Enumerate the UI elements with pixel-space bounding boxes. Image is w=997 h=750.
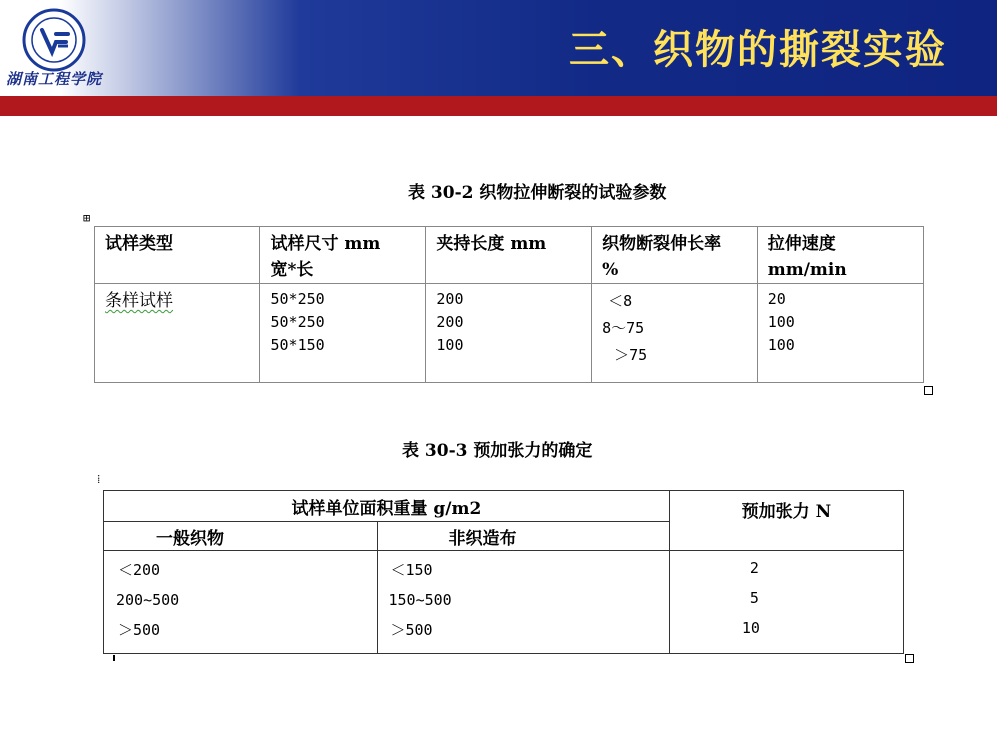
pretension-table	[103, 490, 904, 654]
table-row	[95, 284, 924, 383]
group-header-cell: 试样单位面积重量 g/m2	[104, 491, 670, 522]
college-logo-icon	[22, 8, 86, 72]
header-accent-bar	[0, 96, 997, 116]
header-cell: 试样类型	[95, 227, 260, 284]
table-move-handle-icon[interactable]: ⁞	[97, 472, 101, 486]
sample-type-cell: 条样试样	[95, 284, 260, 383]
clamp-length-cell: 200 200 100	[426, 284, 592, 383]
tensile-parameters-table	[94, 226, 924, 383]
sample-size-cell: 50*250 50*250 50*150	[260, 284, 426, 383]
header-cell: 试样尺寸 mm 宽*长	[260, 227, 426, 284]
general-fabric-cell: ＜200 200~500 ＞500	[104, 551, 378, 654]
college-name: 湖南工程学院	[6, 70, 103, 88]
header-cell: 织物断裂伸长率 %	[592, 227, 758, 284]
table1-caption: 表 30-2 织物拉伸断裂的试验参数	[408, 183, 667, 203]
table-resize-handle-icon[interactable]	[924, 386, 933, 395]
table-header-row	[104, 491, 904, 522]
table2-caption: 表 30-3 预加张力的确定	[402, 441, 593, 461]
tension-cell: 2 5 10	[669, 551, 903, 654]
nonwoven-cell: ＜150 150~500 ＞500	[378, 551, 669, 654]
header-cell: 拉伸速度 mm/min	[757, 227, 923, 284]
slide-title: 三、织物的撕裂实验	[569, 26, 947, 73]
elongation-cell: ＜8 8～75 ＞75	[592, 284, 758, 383]
table-resize-handle-icon[interactable]	[905, 654, 914, 663]
table-header-row	[95, 227, 924, 284]
header-cell: 夹持长度 mm	[426, 227, 592, 284]
subheader-cell: 一般织物	[104, 522, 378, 551]
speed-cell: 20 100 100	[757, 284, 923, 383]
table-move-handle-icon[interactable]: ⊞	[83, 211, 91, 225]
subheader-cell: 非织造布	[378, 522, 669, 551]
table-end-mark	[113, 655, 115, 661]
table-row	[104, 551, 904, 654]
tension-header-cell: 预加张力 N	[669, 491, 903, 551]
slide-header	[0, 0, 997, 96]
